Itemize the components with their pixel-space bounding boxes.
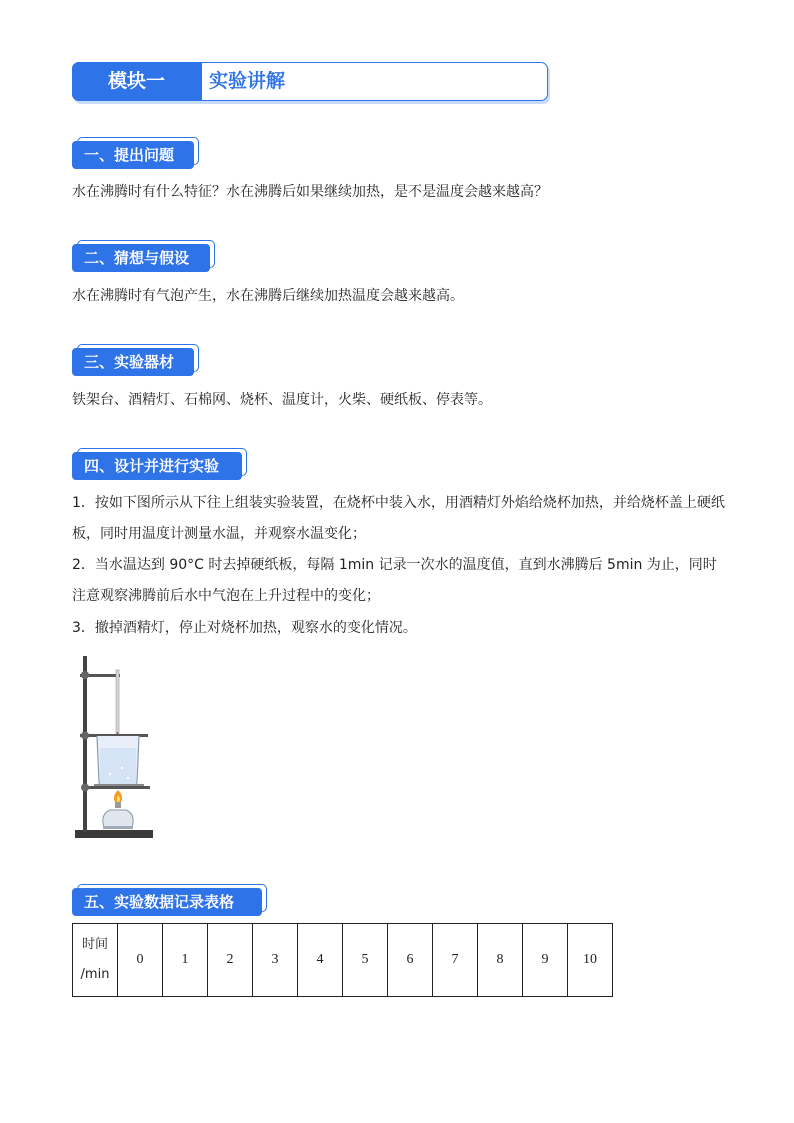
- procedure-step-1: 1．按如下图所示从下往上组装实验装置，在烧杯中装入水，用酒精灯外焰给烧杯加热，并给烧杯盖上硬纸板，同时用温度计测量水温，并观察水温变化；: [72, 495, 725, 542]
- section-heading-hypothesis: 二、猜想与假设: [72, 244, 210, 272]
- section-heading-question: 一、提出问题: [72, 141, 194, 169]
- table-row-header: 时间 /min: [73, 924, 118, 997]
- module-title: 实验讲解: [209, 70, 286, 92]
- section-heading-data-table: 五、实验数据记录表格: [72, 888, 262, 916]
- boiling-apparatus-figure: [70, 650, 160, 845]
- module-tag: 模块一: [72, 62, 202, 101]
- procedure-step-2: 2．当水温达到 90°C 时去掉硬纸板，每隔 1min 记录一次水的温度值，直到水沸腾后 5min 为止，同时注意观察沸腾前后水中气泡在上升过程中的变化；: [72, 557, 717, 604]
- table-cell: 9: [523, 924, 568, 997]
- procedure-step-3: 3．撤掉酒精灯，停止对烧杯加热，观察水的变化情况。: [72, 620, 417, 636]
- section-heading-procedure: 四、设计并进行实验: [72, 452, 242, 480]
- table-cell: 8: [478, 924, 523, 997]
- table-row: [73, 924, 613, 997]
- module-banner: [72, 62, 548, 101]
- table-cell: 5: [343, 924, 388, 997]
- table-cell: 4: [298, 924, 343, 997]
- stand-rod: [83, 656, 87, 832]
- table-cell: 6: [388, 924, 433, 997]
- table-cell: 1: [163, 924, 208, 997]
- table-cell: 0: [118, 924, 163, 997]
- table-cell: 3: [253, 924, 298, 997]
- data-record-table: [72, 923, 613, 997]
- section-text-question: 水在沸腾时有什么特征？水在沸腾后如果继续加热，是不是温度会越来越高？: [72, 184, 548, 200]
- section-heading-equipment: 三、实验器材: [72, 348, 194, 376]
- table-cell: 2: [208, 924, 253, 997]
- section-text-hypothesis: 水在沸腾时有气泡产生，水在沸腾后继续加热温度会越来越高。: [72, 288, 464, 304]
- section-text-equipment: 铁架台、酒精灯、石棉网、烧杯、温度计，火柴、硬纸板、停表等。: [72, 392, 492, 408]
- table-cell: 10: [568, 924, 613, 997]
- table-cell: 7: [433, 924, 478, 997]
